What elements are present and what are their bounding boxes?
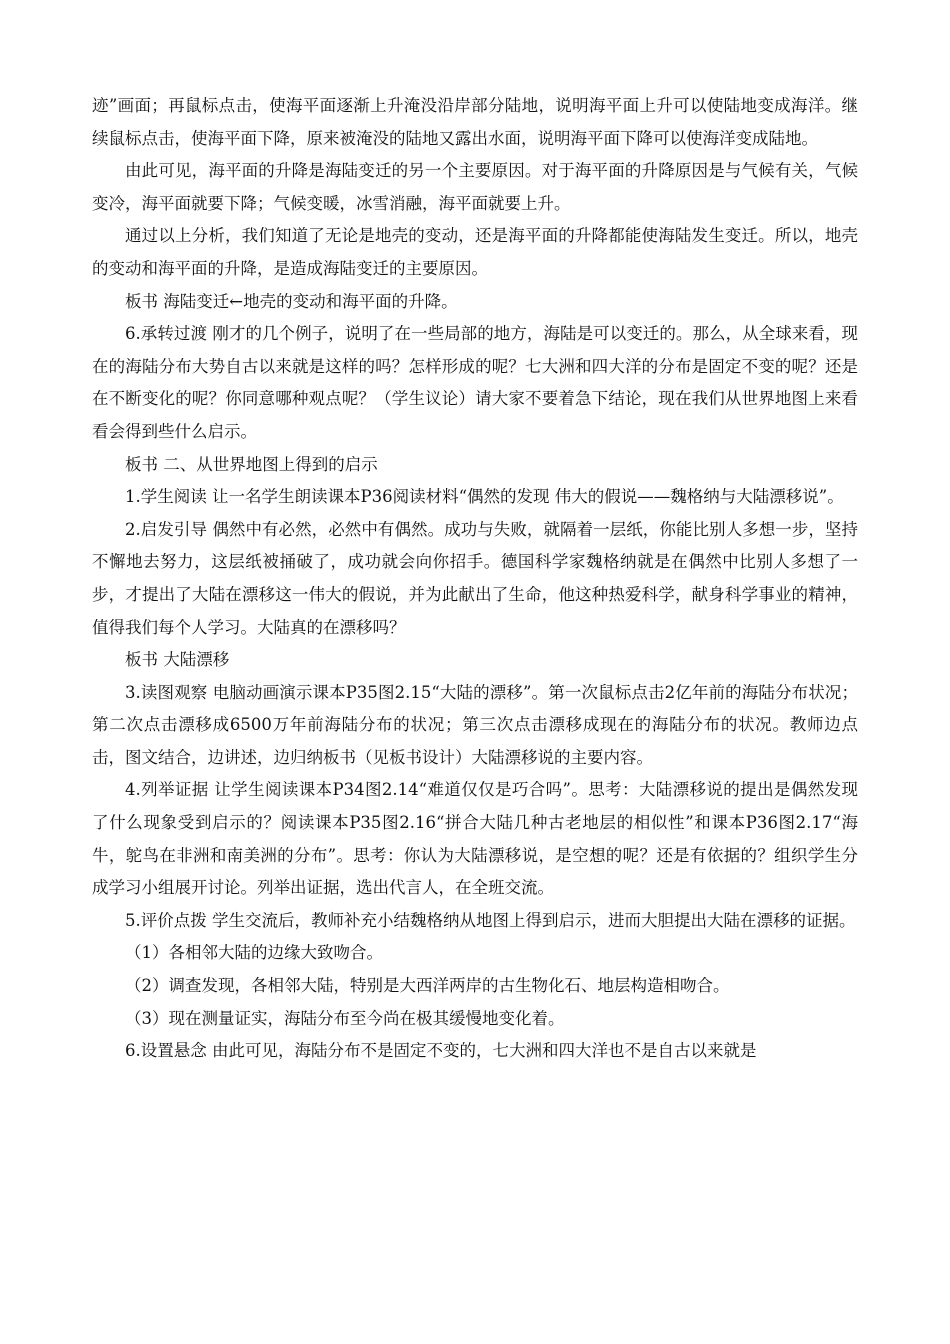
paragraph-step5-evaluation: 5.评价点拨 学生交流后，教师补充小结魏格纳从地图上得到启示，进而大胆提出大陆在漂移的证据。 [125, 910, 856, 930]
document-page [92, 90, 858, 1068]
list-item-evidence-2: （2）调查发现，各相邻大陆，特别是大西洋两岸的古生物化石、地层构造相吻合。 [125, 976, 730, 996]
paragraph-step6-suspense: 6.设置悬念 由此可见，海陆分布不是固定不变的，七大洲和四大洋也不是自古以来就是 [125, 1041, 757, 1061]
paragraph-step4-evidence: 4.列举证据 让学生阅读课本P34图2.14“难道仅仅是巧合吗”。思考：大陆漂移说的提出是偶然发现了什么现象受到启示的？阅读课本P35图2.16“拼合大陆几种古老地层的相似性”和课本P36图2.17“海牛，鸵鸟在非洲和南美洲的分布”。思考：你认为大陆漂移说，是空想的呢？还是有依据的？组织学生分成学习小组展开讨论。列举出证据，选出代言人，在全班交流。 [92, 780, 858, 898]
blackboard-note-causes: 板书 海陆变迁←地壳的变动和海平面的升降。 [125, 291, 458, 311]
list-item-evidence-3: （3）现在测量证实，海陆分布至今尚在极其缓慢地变化着。 [125, 1008, 565, 1028]
blackboard-note-drift: 板书 大陆漂移 [125, 650, 230, 670]
paragraph-analysis-summary: 通过以上分析，我们知道了无论是地壳的变动，还是海平面的升降都能使海陆发生变迁。所以，地壳的变动和海平面的升降，是造成海陆变迁的主要原因。 [92, 226, 858, 278]
blackboard-note-world-map: 板书 二、从世界地图上得到的启示 [125, 454, 378, 474]
paragraph-step1-reading: 1.学生阅读 让一名学生朗读课本P36阅读材料“偶然的发现 伟大的假说——魏格纳与大陆漂移说”。 [125, 487, 844, 507]
paragraph-step6-transition: 6.承转过渡 刚才的几个例子，说明了在一些局部的地方，海陆是可以变迁的。那么，从全球来看，现在的海陆分布大势自古以来就是这样的吗？怎样形成的呢？七大洲和四大洋的分布是固定不变的呢？还是在不断变化的呢？你同意哪种观点呢？（学生议论）请大家不要着急下结论，现在我们从世界地图上来看看会得到些什么启示。 [92, 324, 858, 441]
paragraph-step3-observation: 3.读图观察 电脑动画演示课本P35图2.15“大陆的漂移”。第一次鼠标点击2亿年前的海陆分布状况；第二次点击漂移成6500万年前海陆分布的状况；第三次点击漂移成现在的海陆分布的状况。教师边点击，图文结合，边讲述，边归纳板书（见板书设计）大陆漂移说的主要内容。 [92, 682, 858, 767]
list-item-evidence-1: （1）各相邻大陆的边缘大致吻合。 [125, 943, 383, 963]
paragraph-step2-guidance: 2.启发引导 偶然中有必然，必然中有偶然。成功与失败，就隔着一层纸，你能比别人多想一步，坚持不懈地去努力，这层纸被捅破了，成功就会向你招手。德国科学家魏格纳就是在偶然中比别人多想了一步，才提出了大陆在漂移这一伟大的假说，并为此献出了生命，他这种热爱科学，献身科学事业的精神，值得我们每个人学习。大陆真的在漂移吗？ [92, 519, 858, 637]
paragraph-sea-level-cause: 由此可见，海平面的升降是海陆变迁的另一个主要原因。对于海平面的升降原因是与气候有关，气候变冷，海平面就要下降；气候变暖，冰雪消融，海平面就要上升。 [92, 161, 858, 213]
paragraph-animation-sea-level: 迹”画面；再鼠标点击，使海平面逐渐上升淹没沿岸部分陆地，说明海平面上升可以使陆地变成海洋。继续鼠标点击，使海平面下降，原来被淹没的陆地又露出水面，说明海平面下降可以使海洋变成陆地。 [92, 96, 858, 148]
